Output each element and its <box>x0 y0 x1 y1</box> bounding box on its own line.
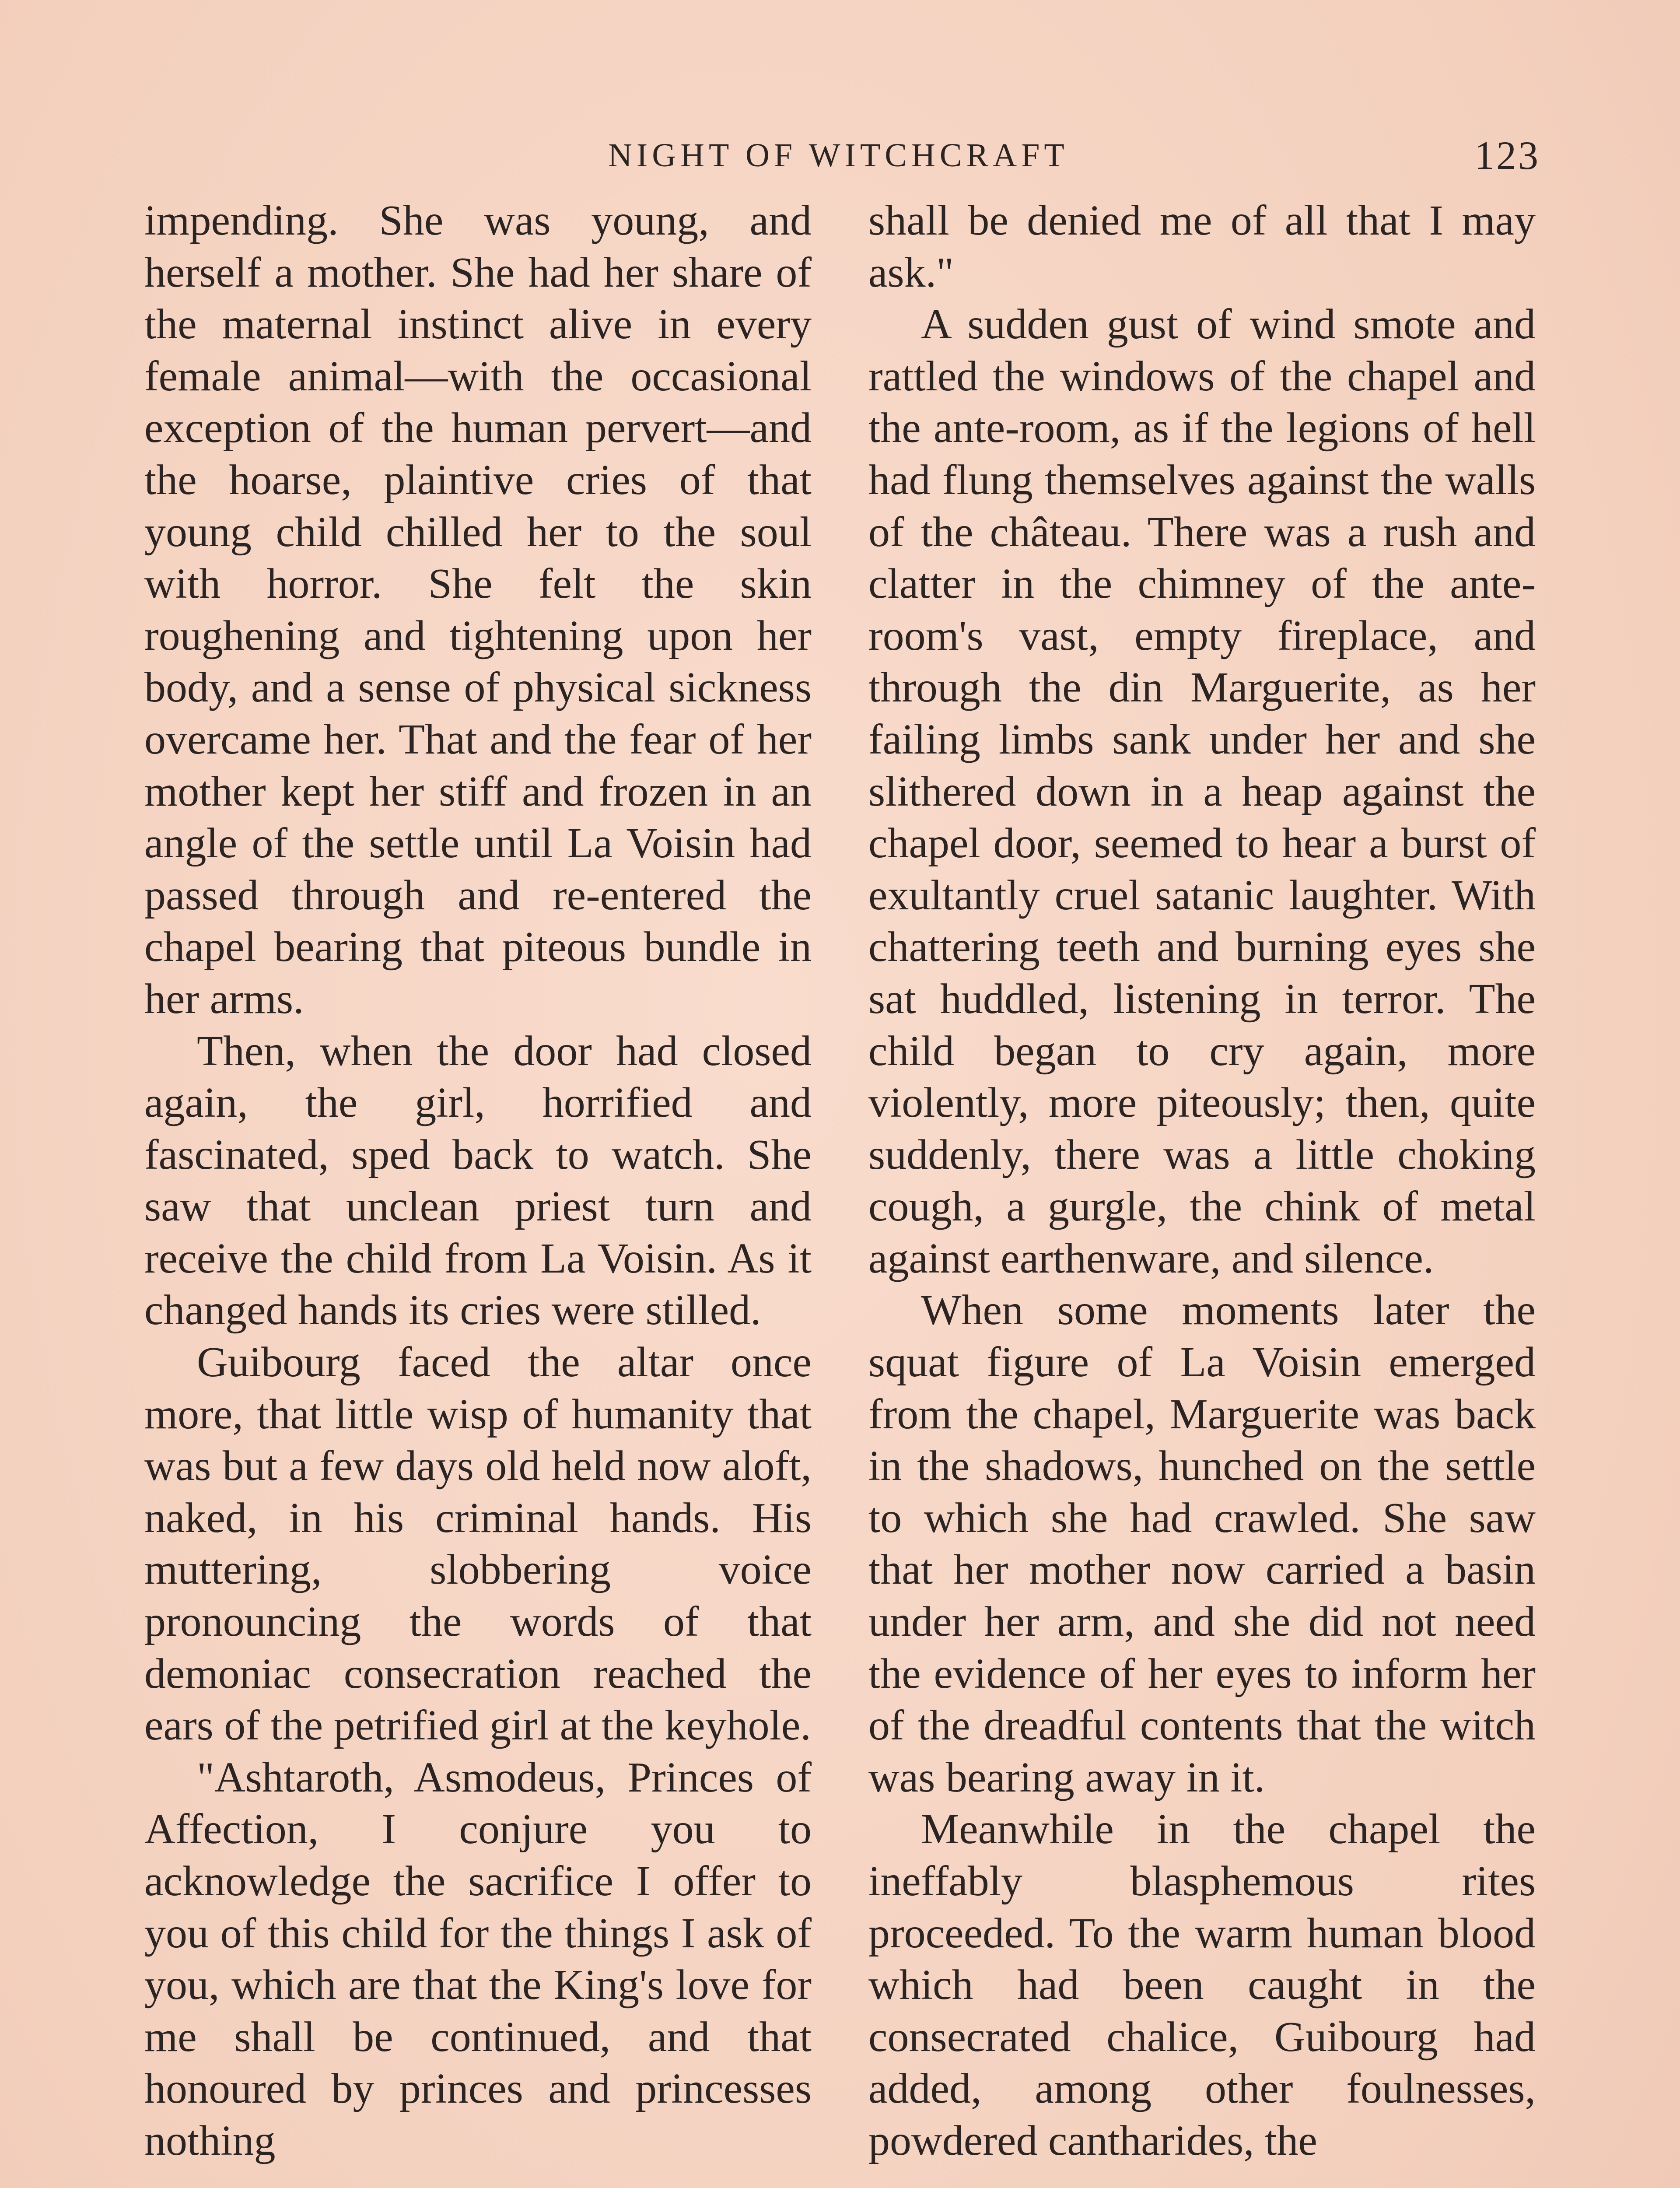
paragraph: Meanwhile in the chapel the ineffably blasphemous rites proceeded. To the warm human blood which had been caught in the consecrated chalice, Guibourg had added, among other foulnesses, powdered cantharides, the <box>868 1806 1536 2164</box>
page-number: 123 <box>1474 133 1540 178</box>
page-header <box>144 131 1540 179</box>
paragraph: A sudden gust of wind smote and rattled the windows of the chapel and the ante-room, as if the legions of hell had flung themselves against the walls of the château. There was a rush and clatter in the chimney of the ante-room's vast, empty fireplace, and through the din Marguerite, as her failing limbs sank under her and she slithered down in a heap against the chapel door, seemed to hear a burst of exultantly cruel satanic laughter. With chattering teeth and burning eyes she sat huddled, listening in terror. The child began to cry again, more violently, more piteously; then, quite suddenly, there was a little choking cough, a gurgle, the chink of metal against earthenware, and silence. <box>868 301 1536 1282</box>
paragraph: When some moments later the squat figure of La Voisin emerged from the chapel, Marguerite was back in the shadows, hunched on the settle to which she had crawled. She saw that her mother now carried a basin under her arm, and she did not need the evidence of her eyes to inform her of the dreadful contents that the witch was bearing away in it. <box>868 1287 1536 1801</box>
left-column <box>144 195 812 2167</box>
right-column <box>868 195 1536 2167</box>
paragraph: Guibourg faced the altar once more, that little wisp of humanity that was but a few days old held now aloft, naked, in his criminal hands. His muttering, slobbering voice pronouncing the words of that demoniac consecration reached the ears of the petrified girl at the keyhole. <box>144 1339 812 1750</box>
paragraph: shall be denied me of all that I may ask." <box>868 197 1536 296</box>
running-head: NIGHT OF WITCHCRAFT <box>608 137 1069 174</box>
paragraph: impending. She was young, and herself a mother. She had her share of the maternal instinct alive in every female animal—with the occasional exception of the human pervert—and the hoarse, plaintive cries of that young child chilled her to the soul with horror. She felt the skin roughening and tightening upon her body, and a sense of physical sickness overcame her. That and the fear of her mother kept her stiff and frozen in an angle of the settle until La Voisin had passed through and re-entered the chapel bearing that piteous bundle in her arms. <box>144 197 812 1023</box>
paragraph: "Ashtaroth, Asmodeus, Princes of Affection, I conjure you to acknowledge the sacrifice I offer to you of this child for the things I ask of you, which are that the King's love for me shall be continued, and that honoured by princes and princesses nothing <box>144 1753 812 2164</box>
paragraph: Then, when the door had closed again, the girl, horrified and fascinated, sped back to watch. She saw that unclean priest turn and receive the child from La Voisin. As it changed hands its cries were stilled. <box>144 1027 812 1334</box>
